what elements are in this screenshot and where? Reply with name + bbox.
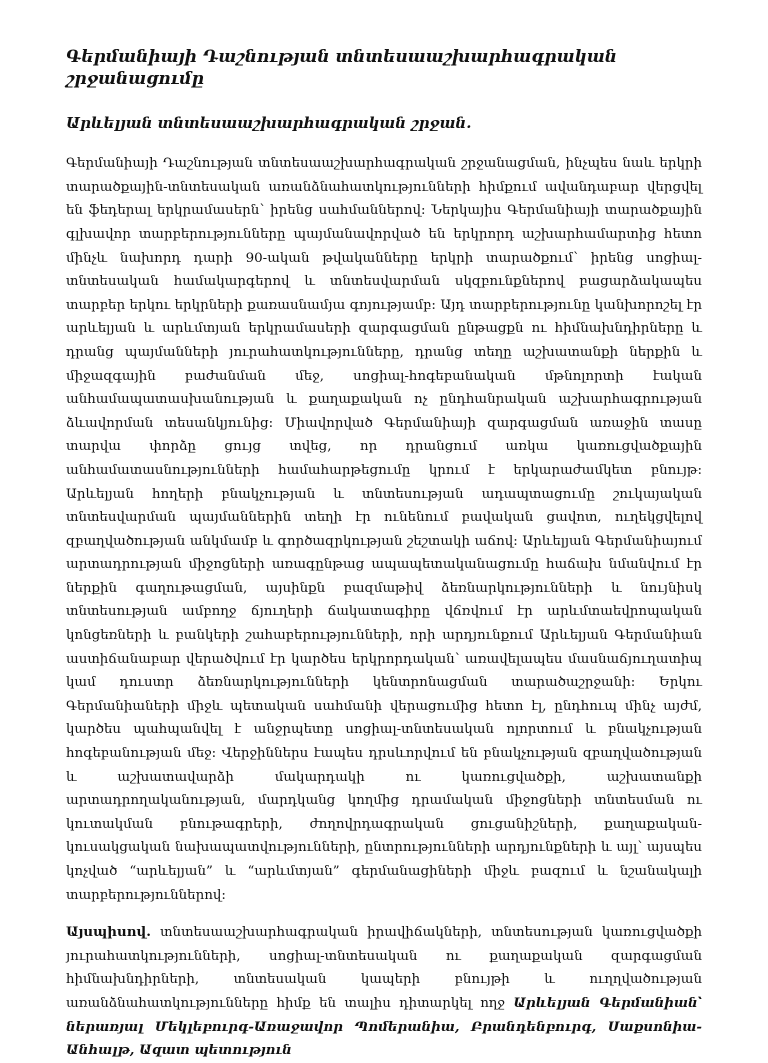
paragraph-1: Գերմանիայի Դաշնության տնտեսաաշխարհագրական շրջանացման, ինչպես նաև երկրի տարածքային-տնտեսական առանձնահատկությունների հիմքում ավանդաբար վերցվել են ֆեդերալ երկրամասերն՝ իրենց սահմաններով: Ներկայիս Գերմանիայի տարածքային գլխավոր տարբերությունները պայմանավորված են երկրորդ աշխարհամարտից հետո մինչև նախորդ դարի 90-ական թվականները երկրի տարածքում՝ իրենց սոցիալ-տնտեսական համակարգերով և տնտեսվարման սկզբունքներով բացարձակապես տարբեր երկու երկրների քառասնամյա գոյությամբ: Այդ տարբերությունը կանխորոշել էր արևելյան և արևմտյան երկրամասերի զարգացման ընթացքն ու հիմնախնդիրները և դրանց պայմանների յուրահատկությունները, դրանց տեղը աշխատանքի ներքին և միջազգային բաժանման մեջ, սոցիալ-հոգեբանական մթնոլորտի էական անհամապատասխանության և քաղաքական ոչ ընդհանրական աշխարհագրության ձևավորման տեսանկյունից: Միավորված Գերմանիայի զարգացման առաջին տասը տարվա փորձը ցույց տվեց, որ դրանցում առկա կառուցվածքային անհամատասնությունների համահարթեցումը կրում է երկարաժամկետ բնույթ: Արևելյան հողերի բնակչության և տնտեսության ադապտացումը շուկայական տնտեսվարման պայմաններին տեղի էր ունենում բավական ցավոտ, ուղեկցվելով զբաղվածության անկմամբ և գործազրկության շեշտակի աճով: Արևելյան Գերմանիայում արտադրության միջոցների առագընթաց ապապետականացումը հաճախ նմանվում էր ներքին գաղութացման, այսինքն բազմաթիվ ձեռնարկությունների և նույնիսկ տնտեսության ամբողջ ճյուղերի ճակատագիրը վճռվում էր արևմտաեվրոպական կոնցեռների և բանկերի շահաբերությունների, որի արդյունքում Արևելյան Գերմանիան աստիճանաբար վերածվում էր կարծես երկրորդական՝ առավելապես մասնաճյուղատիպ կամ դուստր ձեռնարկությունների կենտրոնացման տարածաշրջանի: Երկու Գերմանիաների միջև պետական սահմանի վերացումից հետո էլ, ընդհուպ մինչ այժմ, կարծես պահպանվել է անջրպետը սոցիալ-տնտեսական ոլորտում և բնակչության հոգեբանության մեջ: Վերջիններս էապես դրսևորվում են բնակչության զբաղվածության և աշխատավարձի մակարդակի ու կառուցվածքի, աշխատանքի արտադրողականության, մարդկանց կողմից դրամական միջոցների տնտեսման ու կուտակման բնութագրերի, ժողովրդագրական ցուցանիշների, քաղաքական-կուսակցական նախապատվությունների, ընտրությունների արդյունքների և այլ՝ այսպես կոչված “արևելյան” և “արևմտյան” գերմանացիների միջև բազում և նշանակալի տարբերություններով:	[66, 156, 702, 903]
paragraph-2: Այսպիսով. տնտեսաաշխարհագրական իրավիճակների, տնտեսության կառուցվածքի յուրահատկությունների, սոցիալ-տնտեսական ու քաղաքական զարգացման հիմնախնդիրների, տնտեսական կապերի բնույթի և ուղղվածության առանձնահատկությունները հիմք են տալիս դիտարկել ողջ Արևելյան Գերմանիան՝ ներառյալ Մեկլեբուրգ-Առաջավոր Պոմերանիա, Բրանդենբուրգ, Սաքսոնիա-Անհալթ, Ազատ պետություն	[66, 924, 702, 1059]
paragraph-2-bold-text: Արևելյան Գերմանիան՝ ներառյալ Մեկլեբուրգ-Առաջավոր Պոմերանիա, Բրանդենբուրգ, Սաքսոնիա-Անհալթ, Ազատ պետություն	[66, 994, 702, 1059]
document-title: Գերմանիայի Դաշնության տնտեսաաշխարհագրական շրջանացումը	[66, 47, 618, 90]
section-heading: Արևելյան տնտեսաաշխարհագրական շրջան.	[66, 114, 472, 133]
paragraph-2-text: տնտեսաաշխարհագրական իրավիճակների, տնտեսության կառուցվածքի յուրահատկությունների, սոցիալ-տնտեսական ու քաղաքական զարգացման հիմնախնդիրների, տնտեսական կապերի բնույթի և ուղղվածության առանձնահատկությունները հիմք են տալիս դիտարկել ողջ	[66, 925, 702, 1011]
paragraph-2-lead: Այսպիսով	[66, 924, 147, 941]
